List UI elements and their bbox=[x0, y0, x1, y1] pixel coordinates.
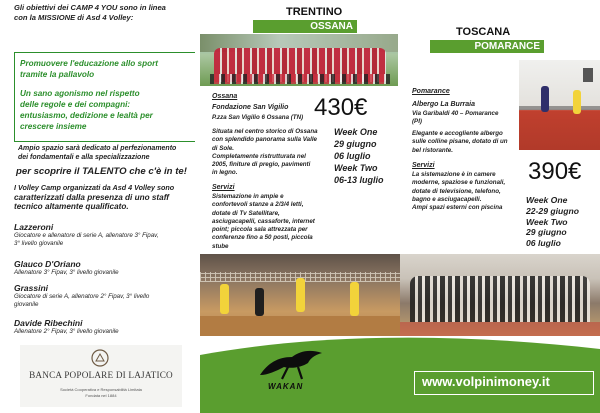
mission-text-2: Un sano agonismo nel rispetto delle regole e dei compagni: entusiasmo, dedizione e lealtà per crescere insieme bbox=[20, 89, 153, 131]
region-trentino: TRENTINO bbox=[286, 6, 343, 18]
coach-doriano: Glauco D'Oriano Allenatore 3° Fipav, 3° livello giovanile bbox=[14, 259, 119, 276]
ossana-place: Ossana bbox=[212, 93, 238, 100]
match-photo bbox=[200, 254, 400, 336]
ossana-services: Sistemazione in ampie e confortevoli stanze a 2/3/4 letti, dotate di Tv Satellitare, asciugacapelli, cassaforte, internet point; piccola sala attrezzata per conferenze fino a 50 posti, piccola stube bbox=[212, 193, 315, 250]
price-ossana: 430€ bbox=[314, 94, 368, 121]
horse-logo-icon bbox=[252, 345, 332, 387]
bank-logo bbox=[20, 345, 182, 407]
bank-sub-2: Fondata nel 1884 bbox=[85, 393, 117, 398]
pomarance-description: Elegante e accogliente albergo sulle colline pisane, dotato di un bel ristorante. bbox=[412, 130, 508, 154]
website-link[interactable]: www.volpinimoney.it bbox=[422, 374, 550, 389]
town-pomarance: POMARANCE bbox=[430, 40, 544, 53]
price-pomarance: 390€ bbox=[528, 158, 582, 185]
team-photo-ossana bbox=[200, 34, 398, 86]
coach-grassini: Grassini Giocatore di serie A, allenatore 2° Fipav, 3° livello giovanile bbox=[14, 283, 150, 308]
ossana-services-title: Servizi bbox=[212, 184, 235, 191]
pomarance-address: Via Garibaldi 40 – Pomarance (PI) bbox=[412, 110, 499, 125]
town-ossana: OSSANA bbox=[253, 20, 357, 33]
group-photo bbox=[400, 254, 600, 336]
brand-wakan: WAKAN bbox=[268, 382, 304, 391]
bank-sub-1: Società Cooperativa e Responsabilità Limitata bbox=[60, 387, 142, 392]
ossana-venue: Fondazione San Vigilio bbox=[212, 104, 289, 111]
coach-ribechini: Davide Ribechini Allenatore 2° Fipav, 3° livello giovanile bbox=[14, 318, 119, 335]
pomarance-weeks: Week One 22-29 giugno Week Two 29 giugno 06 luglio bbox=[526, 195, 580, 249]
bank-name: BANCA POPOLARE DI LAJATICO bbox=[29, 370, 173, 380]
staff-intro: I Volley Camp organizzati da Asd 4 Volley sono caratterizzati dalla presenza di uno staff tecnico altamente qualificato. bbox=[14, 183, 175, 211]
region-toscana: TOSCANA bbox=[456, 26, 511, 38]
ossana-description: Situata nel centro storico di Ossana con splendido panorama sulla Valle di Sole. Completamente ristrutturata nel 2005, finiture di pregio, pavimenti in legno. bbox=[212, 128, 318, 177]
ossana-weeks: Week One 29 giugno 06 luglio Week Two 06-13 luglio bbox=[334, 127, 384, 185]
gym-photo bbox=[519, 60, 600, 150]
talent-slogan: per scoprire il TALENTO che c'è in te! bbox=[16, 166, 187, 177]
ossana-address: P.zza San Vigilio 6 Ossana (TN) bbox=[212, 114, 304, 121]
pomarance-services-title: Servizi bbox=[412, 162, 435, 169]
bank-emblem-icon bbox=[91, 349, 109, 367]
intro-text: Gli obiettivi dei CAMP 4 YOU sono in linea con la MISSIONE di Asd 4 Volley: bbox=[14, 3, 166, 22]
training-text: Ampio spazio sarà dedicato al perfezionamento dei fondamentali e alla specializzazione bbox=[18, 145, 177, 161]
pomarance-place: Pomarance bbox=[412, 88, 450, 95]
coach-lazzeroni: Lazzeroni Giocatore e allenatore di serie A, allenatore 3° Fipav, 3° livello giovanile bbox=[14, 222, 159, 247]
pomarance-services: La sistemazione è in camere moderne, spaziose e funzionali, dotate di televisione, telefono, bagno e asciugacapelli. Ampi spazi esterni con piscina bbox=[412, 171, 506, 212]
pomarance-venue: Albergo La Burraia bbox=[412, 101, 476, 108]
mission-text-1: Promuovere l'educazione allo sport tramite la pallavolo bbox=[20, 59, 158, 79]
